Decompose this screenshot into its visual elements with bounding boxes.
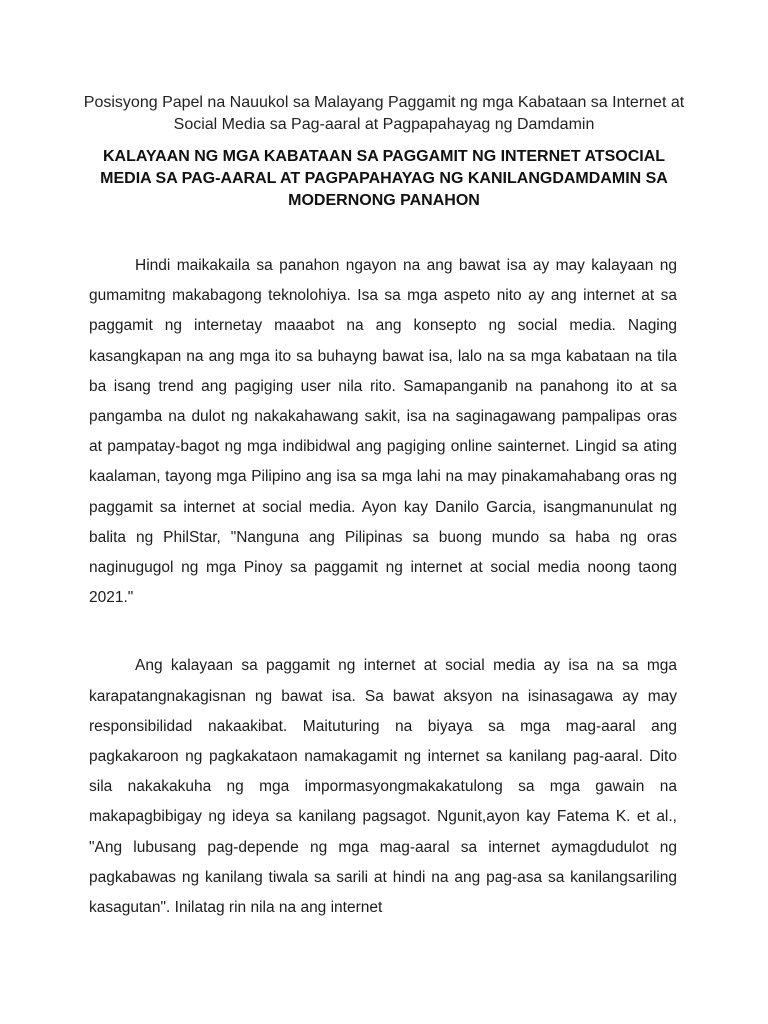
paragraph-2: Ang kalayaan sa paggamit ng internet at social media ay isa na sa mga karapatangnakagisnan ng bawat isa. Sa bawat aksyon na isinasagawa ay may responsibilidad nakaakibat. Maituturing na biyaya sa mga mag-aaral ang pagkakaroon ng pagkakataon namakagamit ng internet sa kanilang pag-aaral. Dito sila nakakakuha ng mga impormasyongmakakatulong sa mga gawain na makapagbibigay ng ideya sa kanilang pagsagot. Ngunit,ayon kay Fatema K. et al., "Ang lubusang pag-depende ng mga mag-aaral sa internet aymagdudulot ng pagkabawas ng kanilang tiwala sa sarili at hindi na ang pag-asa sa kanilangsariling kasagutan". Inilatag rin nila na ang internet [89,657,677,917]
document-title: KALAYAAN NG MGA KABATAAN SA PAGGAMIT NG INTERNET ATSOCIAL MEDIA SA PAG-AARAL AT PAGPAPAHAYAG NG KANILANGDAMDAMIN SA MODERNONG PANAHON [100,148,668,209]
document-body [89,251,677,923]
paragraph-1: Hindi maikakaila sa panahon ngayon na ang bawat isa ay may kalayaan ng gumamitng makabagong teknolohiya. Isa sa mga aspeto nito ay ang internet at sa paggamit ng internetay maaabot na ang konsepto ng social media. Naging kasangkapan na ang mga ito sa buhayng bawat isa, lalo na sa mga kabataan na tila ba isang trend ang pagiging user nila rito. Samapanganib na panahong ito at sa pangamba na dulot ng nakakahawang sakit, isa na saginagawang pampalipas oras at pampatay-bagot ng mga indibidwal ang pagiging online sainternet. Lingid sa ating kaalaman, tayong mga Pilipino ang isa sa mga lahi na may pinakamahabang oras ng paggamit sa internet at social media. Ayon kay Danilo Garcia, isangmanunulat ng balita ng PhilStar, "Nanguna ang Pilipinas sa buong mundo sa haba ng oras naginugugol ng mga Pinoy sa paggamit ng internet at social media noong taong 2021." [89,257,677,607]
document-subtitle: Posisyong Papel na Nauukol sa Malayang Paggamit ng mga Kabataan sa Internet at Social Media sa Pag-aaral at Pagpapahayag ng Damdamin [83,94,685,133]
